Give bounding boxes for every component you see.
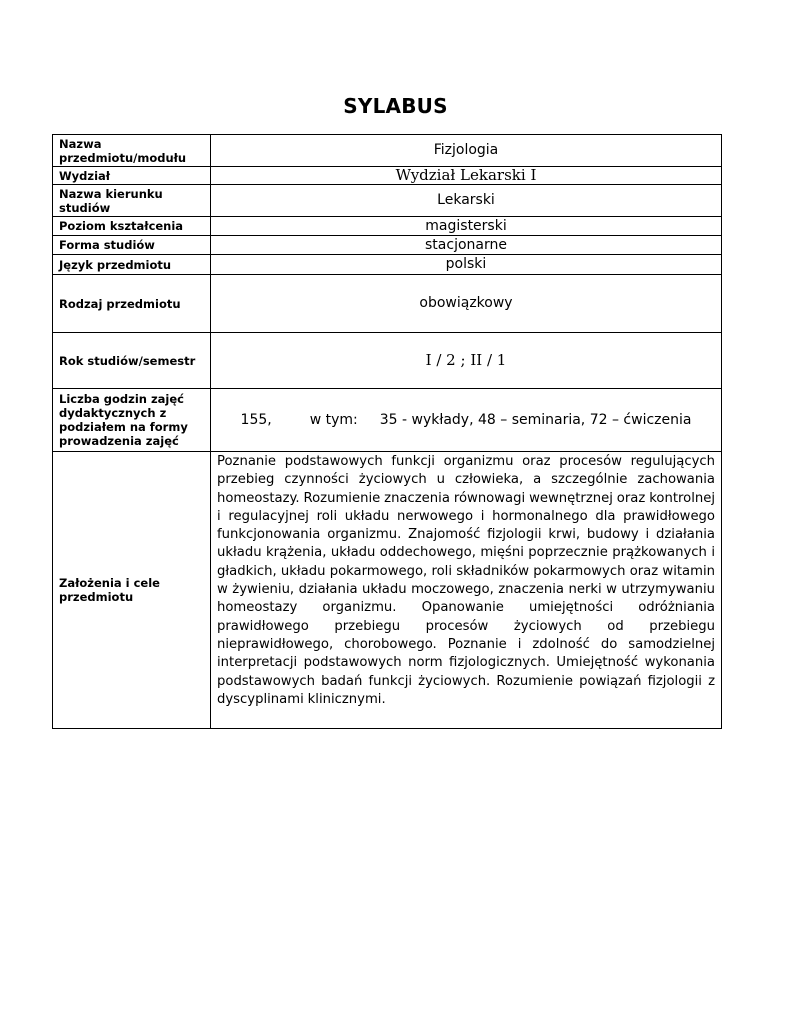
- table-row: [53, 389, 722, 452]
- row-value-study-form: stacjonarne: [211, 236, 722, 255]
- row-label-study-form: Forma studiów: [53, 236, 211, 255]
- table-row: [53, 167, 722, 185]
- row-label-faculty: Wydział: [53, 167, 211, 185]
- row-label-subject-type: Rodzaj przedmiotu: [53, 275, 211, 333]
- table-row: [53, 236, 722, 255]
- page-title: SYLABUS: [343, 94, 448, 118]
- row-value-education-level: magisterski: [211, 217, 722, 236]
- row-value-subject-name: Fizjologia: [211, 135, 722, 167]
- row-value-faculty: Wydział Lekarski I: [211, 167, 722, 185]
- table-row: [53, 255, 722, 275]
- row-value-year-semester: I / 2 ; II / 1: [211, 333, 722, 389]
- table-row: [53, 275, 722, 333]
- row-label-language: Język przedmiotu: [53, 255, 211, 275]
- hours-total: 155,: [240, 411, 272, 428]
- hours-breakdown: 35 - wykłady, 48 – seminaria, 72 – ćwiczenia: [379, 411, 692, 428]
- row-value-field-of-study: Lekarski: [211, 185, 722, 217]
- row-label-subject-name: Nazwa przedmiotu/modułu: [53, 135, 211, 167]
- row-label-education-level: Poziom kształcenia: [53, 217, 211, 236]
- table-row: [53, 217, 722, 236]
- row-value-subject-type: obowiązkowy: [211, 275, 722, 333]
- syllabus-table: [52, 134, 722, 729]
- row-label-teaching-hours: Liczba godzin zajęć dydaktycznych z podziałem na formy prowadzenia zajęć: [53, 389, 211, 452]
- table-row: [53, 135, 722, 167]
- row-value-language: polski: [211, 255, 722, 275]
- table-row: [53, 452, 722, 729]
- table-row: [53, 333, 722, 389]
- row-value-teaching-hours: [211, 389, 722, 452]
- row-label-field-of-study: Nazwa kierunku studiów: [53, 185, 211, 217]
- row-value-goals: Poznanie podstawowych funkcji organizmu oraz procesów regulujących przebieg czynności życiowych u człowieka, a szczególnie zachowania homeostazy. Rozumienie znaczenia równowagi wewnętrznej oraz kontrolnej i regulacyjnej roli układu nerwowego i hormonalnego dla prawidłowego funkcjonowania organizmu. Znajomość fizjologii krwi, budowy i działania układu krążenia, układu oddechowego, mięśni poprzecznie prążkowanych i gładkich, układu pokarmowego, roli składników pokarmowych oraz witamin w żywieniu, działania układu moczowego, znaczenia nerki w utrzymywaniu homeostazy organizmu. Opanowanie umiejętności odróżniania prawidłowego przebiegu procesów życiowych od przebiegu nieprawidłowego, chorobowego. Poznanie i zdolność do samodzielnej interpretacji podstawowych norm fizjologicznych. Umiejętność wykonania podstawowych badań funkcji życiowych. Rozumienie powiązań fizjologii z dyscyplinami klinicznymi.: [211, 452, 722, 729]
- hours-including-label: w tym:: [309, 411, 358, 428]
- row-label-year-semester: Rok studiów/semestr: [53, 333, 211, 389]
- row-label-goals: Założenia i cele przedmiotu: [53, 452, 211, 729]
- table-row: [53, 185, 722, 217]
